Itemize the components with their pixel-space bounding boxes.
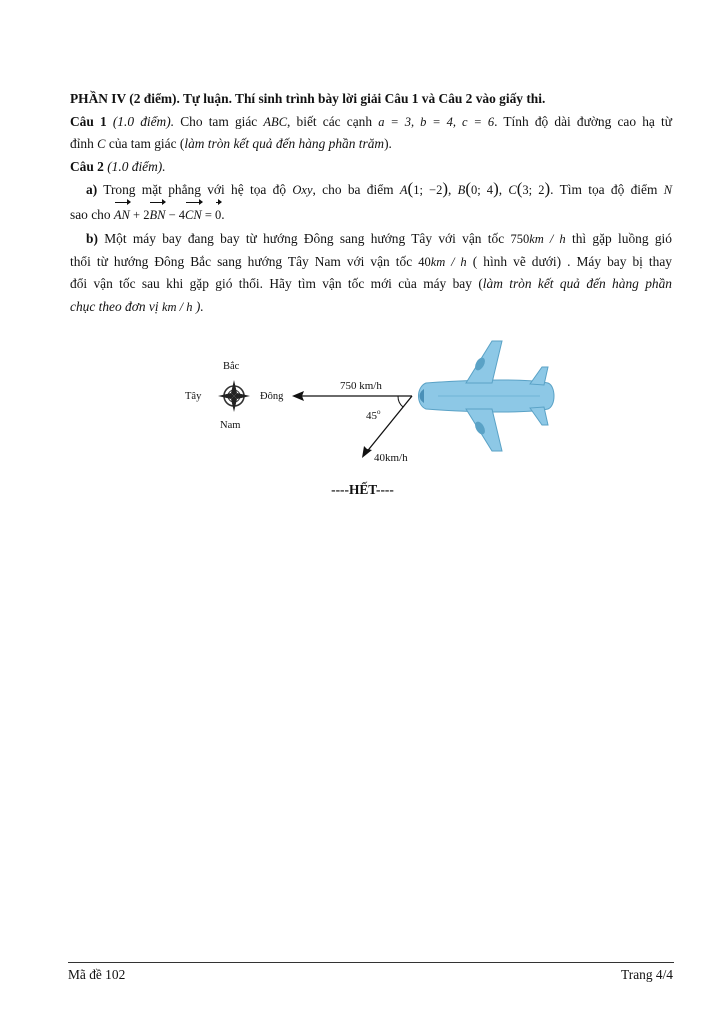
q2b-label: b)	[86, 230, 98, 246]
question-2a-line-2: sao cho AN + 2BN − 4CN = 0.	[70, 202, 672, 228]
q1-text-5: của tam giác (	[108, 136, 185, 152]
q1-text-2: , biết các cạnh	[287, 113, 373, 129]
wind-velocity-arrow	[365, 396, 412, 454]
velocity-figure	[180, 333, 580, 468]
exam-code: Mã đề 102	[68, 967, 126, 982]
question-2b-line-4	[70, 296, 672, 319]
plane-speed: 750km / h	[510, 231, 566, 246]
question-2b-line-1	[70, 228, 672, 251]
point-n: N	[663, 183, 673, 198]
point-a: A(1; −2)	[399, 179, 448, 199]
q2b-text-4: ( hình vẽ dưới) . Máy bay bị thay	[472, 253, 672, 269]
airplane-icon	[419, 341, 555, 451]
q2a-text-4: sao cho	[70, 206, 111, 222]
wind-speed-label: 40km/h	[374, 452, 408, 464]
question-2-heading	[70, 156, 672, 179]
page-number: Trang 4/4	[621, 967, 673, 982]
q2-points: (1.0 điểm).	[107, 158, 166, 174]
q2b-text-3: thổi từ hướng Đông Bắc sang hướng Tây Nam với vận tốc	[70, 253, 413, 269]
plane-speed-label: 750 km/h	[340, 380, 382, 392]
vector-an: AN	[114, 202, 130, 228]
vector-cn: CN	[185, 202, 202, 228]
q1-triangle: ABC	[263, 114, 288, 129]
compass-west: Tây	[185, 391, 202, 402]
q2a-label: a)	[86, 182, 98, 198]
compass-east: Đông	[260, 391, 284, 402]
question-2b-line-3	[70, 273, 672, 296]
q2b-text-2: thì gặp luồng gió	[571, 230, 672, 246]
q2b-unit: km / h	[161, 299, 193, 314]
end-marker: ----HẾT----	[331, 482, 394, 497]
question-1-line-2	[70, 133, 672, 156]
footer-divider	[68, 962, 674, 963]
q1-text-3: . Tính độ dài đường cao hạ từ	[494, 113, 673, 129]
q2b-note-2: chục theo đơn vị	[70, 298, 159, 314]
wind-speed: 40km / h	[418, 254, 467, 269]
part-heading: PHẦN IV (2 điểm). Tự luận. Thí sinh trình bày lời giải Câu 1 và Câu 2 vào giấy thi.	[70, 91, 546, 106]
compass-south: Nam	[220, 420, 241, 431]
q1-text-6: ).	[384, 136, 392, 152]
q1-label: Câu 1	[70, 113, 107, 129]
q2a-text-2: , cho ba điểm	[312, 182, 394, 198]
q1-points: (1.0 điểm).	[112, 113, 175, 129]
angle-label: 45$^o$	[366, 408, 381, 422]
q2a-text-3: . Tìm tọa độ điểm	[550, 182, 658, 198]
compass-north: Bắc	[223, 361, 240, 372]
q2b-note-3: ).	[195, 298, 204, 314]
vector-equation: AN + 2BN − 4CN = 0	[114, 208, 221, 222]
q1-text-1: Cho tam giác	[180, 113, 258, 129]
point-c: C(3; 2)	[508, 179, 551, 199]
q2b-note-1: làm tròn kết quả đến hàng phần	[482, 276, 672, 292]
compass-rose-icon	[218, 380, 250, 412]
angle-arc	[398, 396, 403, 407]
question-1-line-1	[70, 111, 672, 134]
q2a-text-1: Trong mặt phẳng với hệ tọa độ	[103, 182, 287, 198]
q2b-text-5: đổi vận tốc sau khi gặp gió thổi. Hãy tìm vận tốc mới của máy bay (	[70, 276, 483, 292]
exam-content	[70, 88, 672, 318]
point-b: B(0; 4)	[457, 179, 499, 199]
q2b-text-1: Một máy bay đang bay từ hướng Đông sang hướng Tây với vận tốc	[104, 230, 505, 246]
question-2a-line-1: a) Trong mặt phẳng với hệ tọa độ Oxy, cho ba điểm A(1; −2), B(0; 4), C(3; 2). Tìm tọa độ điểm N	[86, 179, 673, 199]
q1-sides: a = 3, b = 4, c = 6	[378, 114, 495, 129]
q1-vertex: C	[97, 137, 106, 152]
q2-label: Câu 2	[70, 158, 104, 174]
q1-note: làm tròn kết quả đến hàng phần trăm	[184, 136, 385, 152]
vector-bn: BN	[149, 202, 165, 228]
q1-text-4: đỉnh	[70, 136, 94, 152]
q2a-system: Oxy	[292, 183, 313, 198]
zero-vector: 0	[215, 202, 221, 228]
question-2b-line-2	[70, 251, 672, 274]
